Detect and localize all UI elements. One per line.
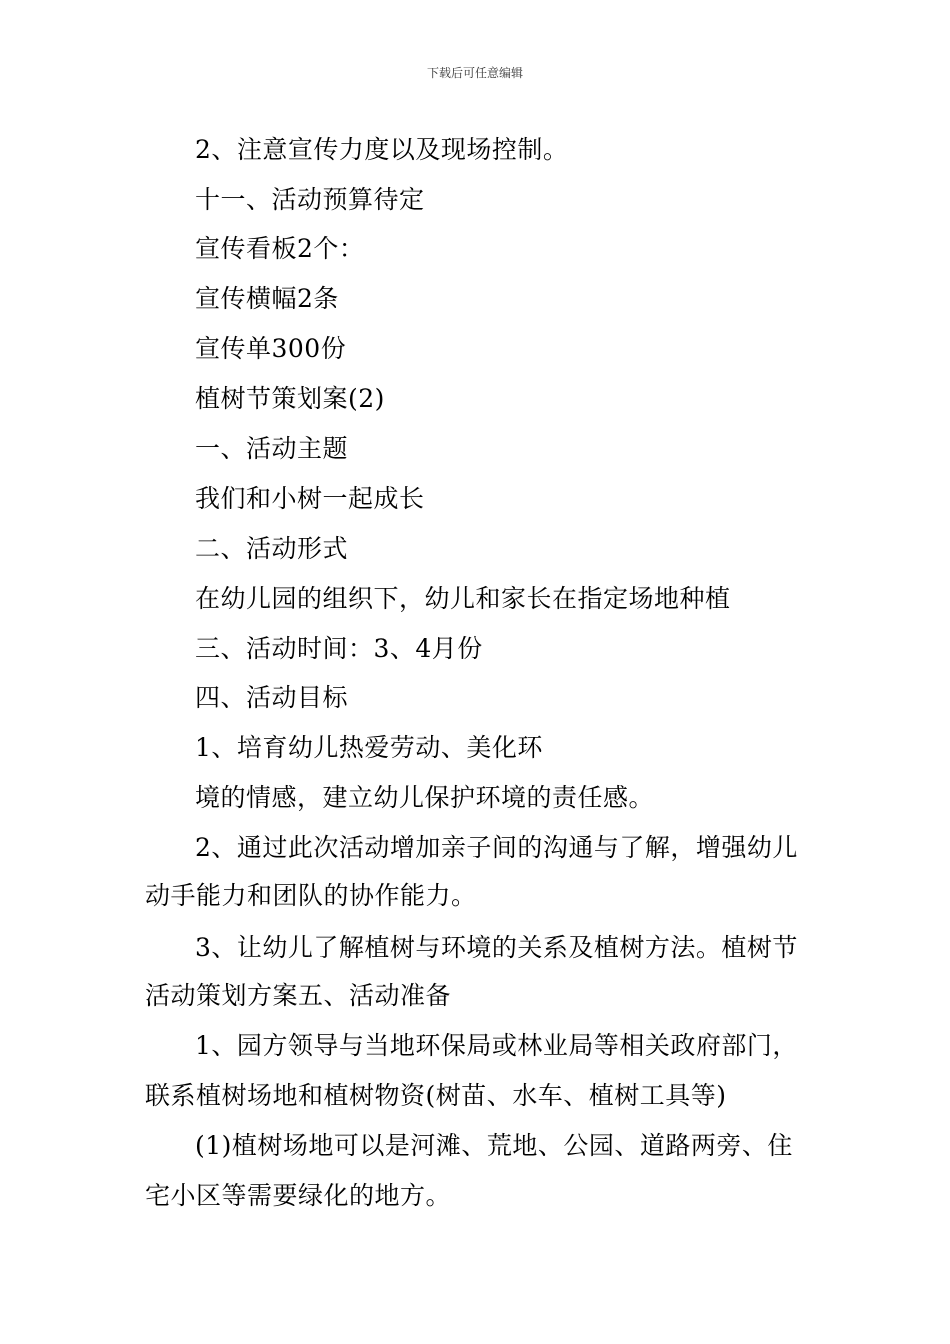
text-line: 宣传横幅2条 <box>195 284 339 313</box>
text-line: 在幼儿园的组织下，幼儿和家长在指定场地种植 <box>195 584 731 613</box>
text-line: 宣传单300份 <box>195 334 347 363</box>
text-line: 活动策划方案五、活动准备 <box>145 981 452 1010</box>
text-line: 十一、活动预算待定 <box>195 185 425 214</box>
text-line: 2、注意宣传力度以及现场控制。 <box>195 135 569 164</box>
text-line: 二、活动形式 <box>195 534 349 563</box>
text-line: 动手能力和团队的协作能力。 <box>145 881 477 910</box>
text-line: 宅小区等需要绿化的地方。 <box>145 1181 452 1210</box>
text-line: 1、园方领导与当地环保局或林业局等相关政府部门， <box>195 1031 798 1060</box>
text-line: 四、活动目标 <box>195 683 349 712</box>
text-line: 3、让幼儿了解植树与环境的关系及植树方法。植树节 <box>195 933 798 962</box>
text-line: 宣传看板2个： <box>195 234 365 263</box>
text-line: 联系植树场地和植树物资(树苗、水车、植树工具等) <box>145 1081 727 1110</box>
text-line: 2、通过此次活动增加亲子间的沟通与了解，增强幼儿 <box>195 833 798 862</box>
page-header: 下载后可任意编辑 <box>426 66 523 80</box>
text-line: 三、活动时间：3、4月份 <box>195 634 483 663</box>
text-line: 境的情感，建立幼儿保护环境的责任感。 <box>195 783 655 812</box>
text-line: (1)植树场地可以是河滩、荒地、公园、道路两旁、住 <box>195 1131 793 1160</box>
text-line: 一、活动主题 <box>195 434 349 463</box>
text-line: 植树节策划案(2) <box>195 384 385 413</box>
text-line: 我们和小树一起成长 <box>195 484 425 513</box>
text-line: 1、培育幼儿热爱劳动、美化环 <box>195 733 543 762</box>
